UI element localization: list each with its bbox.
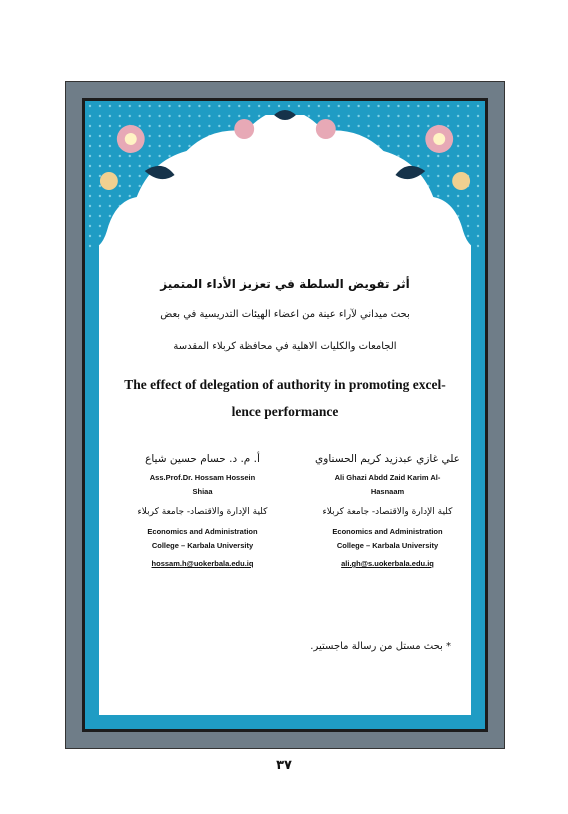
english-title-line2: lence performance — [231, 404, 339, 419]
author1-email-link[interactable]: ali.gh@s.uokerbala.edu.iq — [341, 559, 434, 568]
author1-affiliation-en-line1: Economics and Administration — [332, 527, 443, 536]
author1-name-en — [300, 471, 475, 499]
author1-name-en-line1: Ali Ghazi Abdd Zaid Karim Al- — [334, 473, 441, 482]
page-number: ٣٧ — [276, 758, 292, 773]
author2-affiliation-en-line2: College – Karbala University — [151, 541, 254, 550]
arabic-subtitle-line1: بحث ميداني لآراء عينة من اعضاء الهيئات التدريسية في بعض — [160, 309, 410, 320]
author2-affiliation-en-line1: Economics and Administration — [147, 527, 258, 536]
page-panel — [82, 98, 488, 732]
page-content — [85, 101, 485, 729]
author2-affiliation-en — [115, 525, 290, 553]
footnote: * بحث مستل من رسالة ماجستير. — [310, 641, 451, 652]
arabic-subtitle-line2: الجامعات والكليات الاهلية في محافظة كربلاء المقدسة — [173, 341, 397, 352]
english-title — [105, 371, 465, 425]
author2-name-en — [115, 471, 290, 499]
author1-name-en-line2: Hasnaam — [370, 487, 405, 496]
author1-name-ar: علي غازي عبدزيد كريم الحسناوي — [315, 453, 460, 465]
author-block-2 — [115, 453, 290, 568]
author2-name-ar: أ. م. د. حسام حسين شياع — [145, 453, 260, 465]
decorative-frame — [66, 82, 504, 748]
author1-affiliation-ar: كلية الإدارة والاقتصاد- جامعة كربلاء — [322, 507, 453, 517]
english-title-line1: The effect of delegation of authority in promoting excel- — [124, 377, 446, 392]
author2-name-en-line2: Shiaa — [192, 487, 213, 496]
arabic-title: أثر تفويض السلطة في تعزيز الأداء المتميز — [160, 277, 410, 291]
author-block-1 — [300, 453, 475, 568]
author2-email-link[interactable]: hossam.h@uokerbala.edu.iq — [151, 559, 254, 568]
author2-name-en-line1: Ass.Prof.Dr. Hossam Hossein — [149, 473, 256, 482]
author1-affiliation-en — [300, 525, 475, 553]
author1-affiliation-en-line2: College – Karbala University — [336, 541, 439, 550]
author2-affiliation-ar: كلية الإدارة والاقتصاد- جامعة كربلاء — [137, 507, 268, 517]
